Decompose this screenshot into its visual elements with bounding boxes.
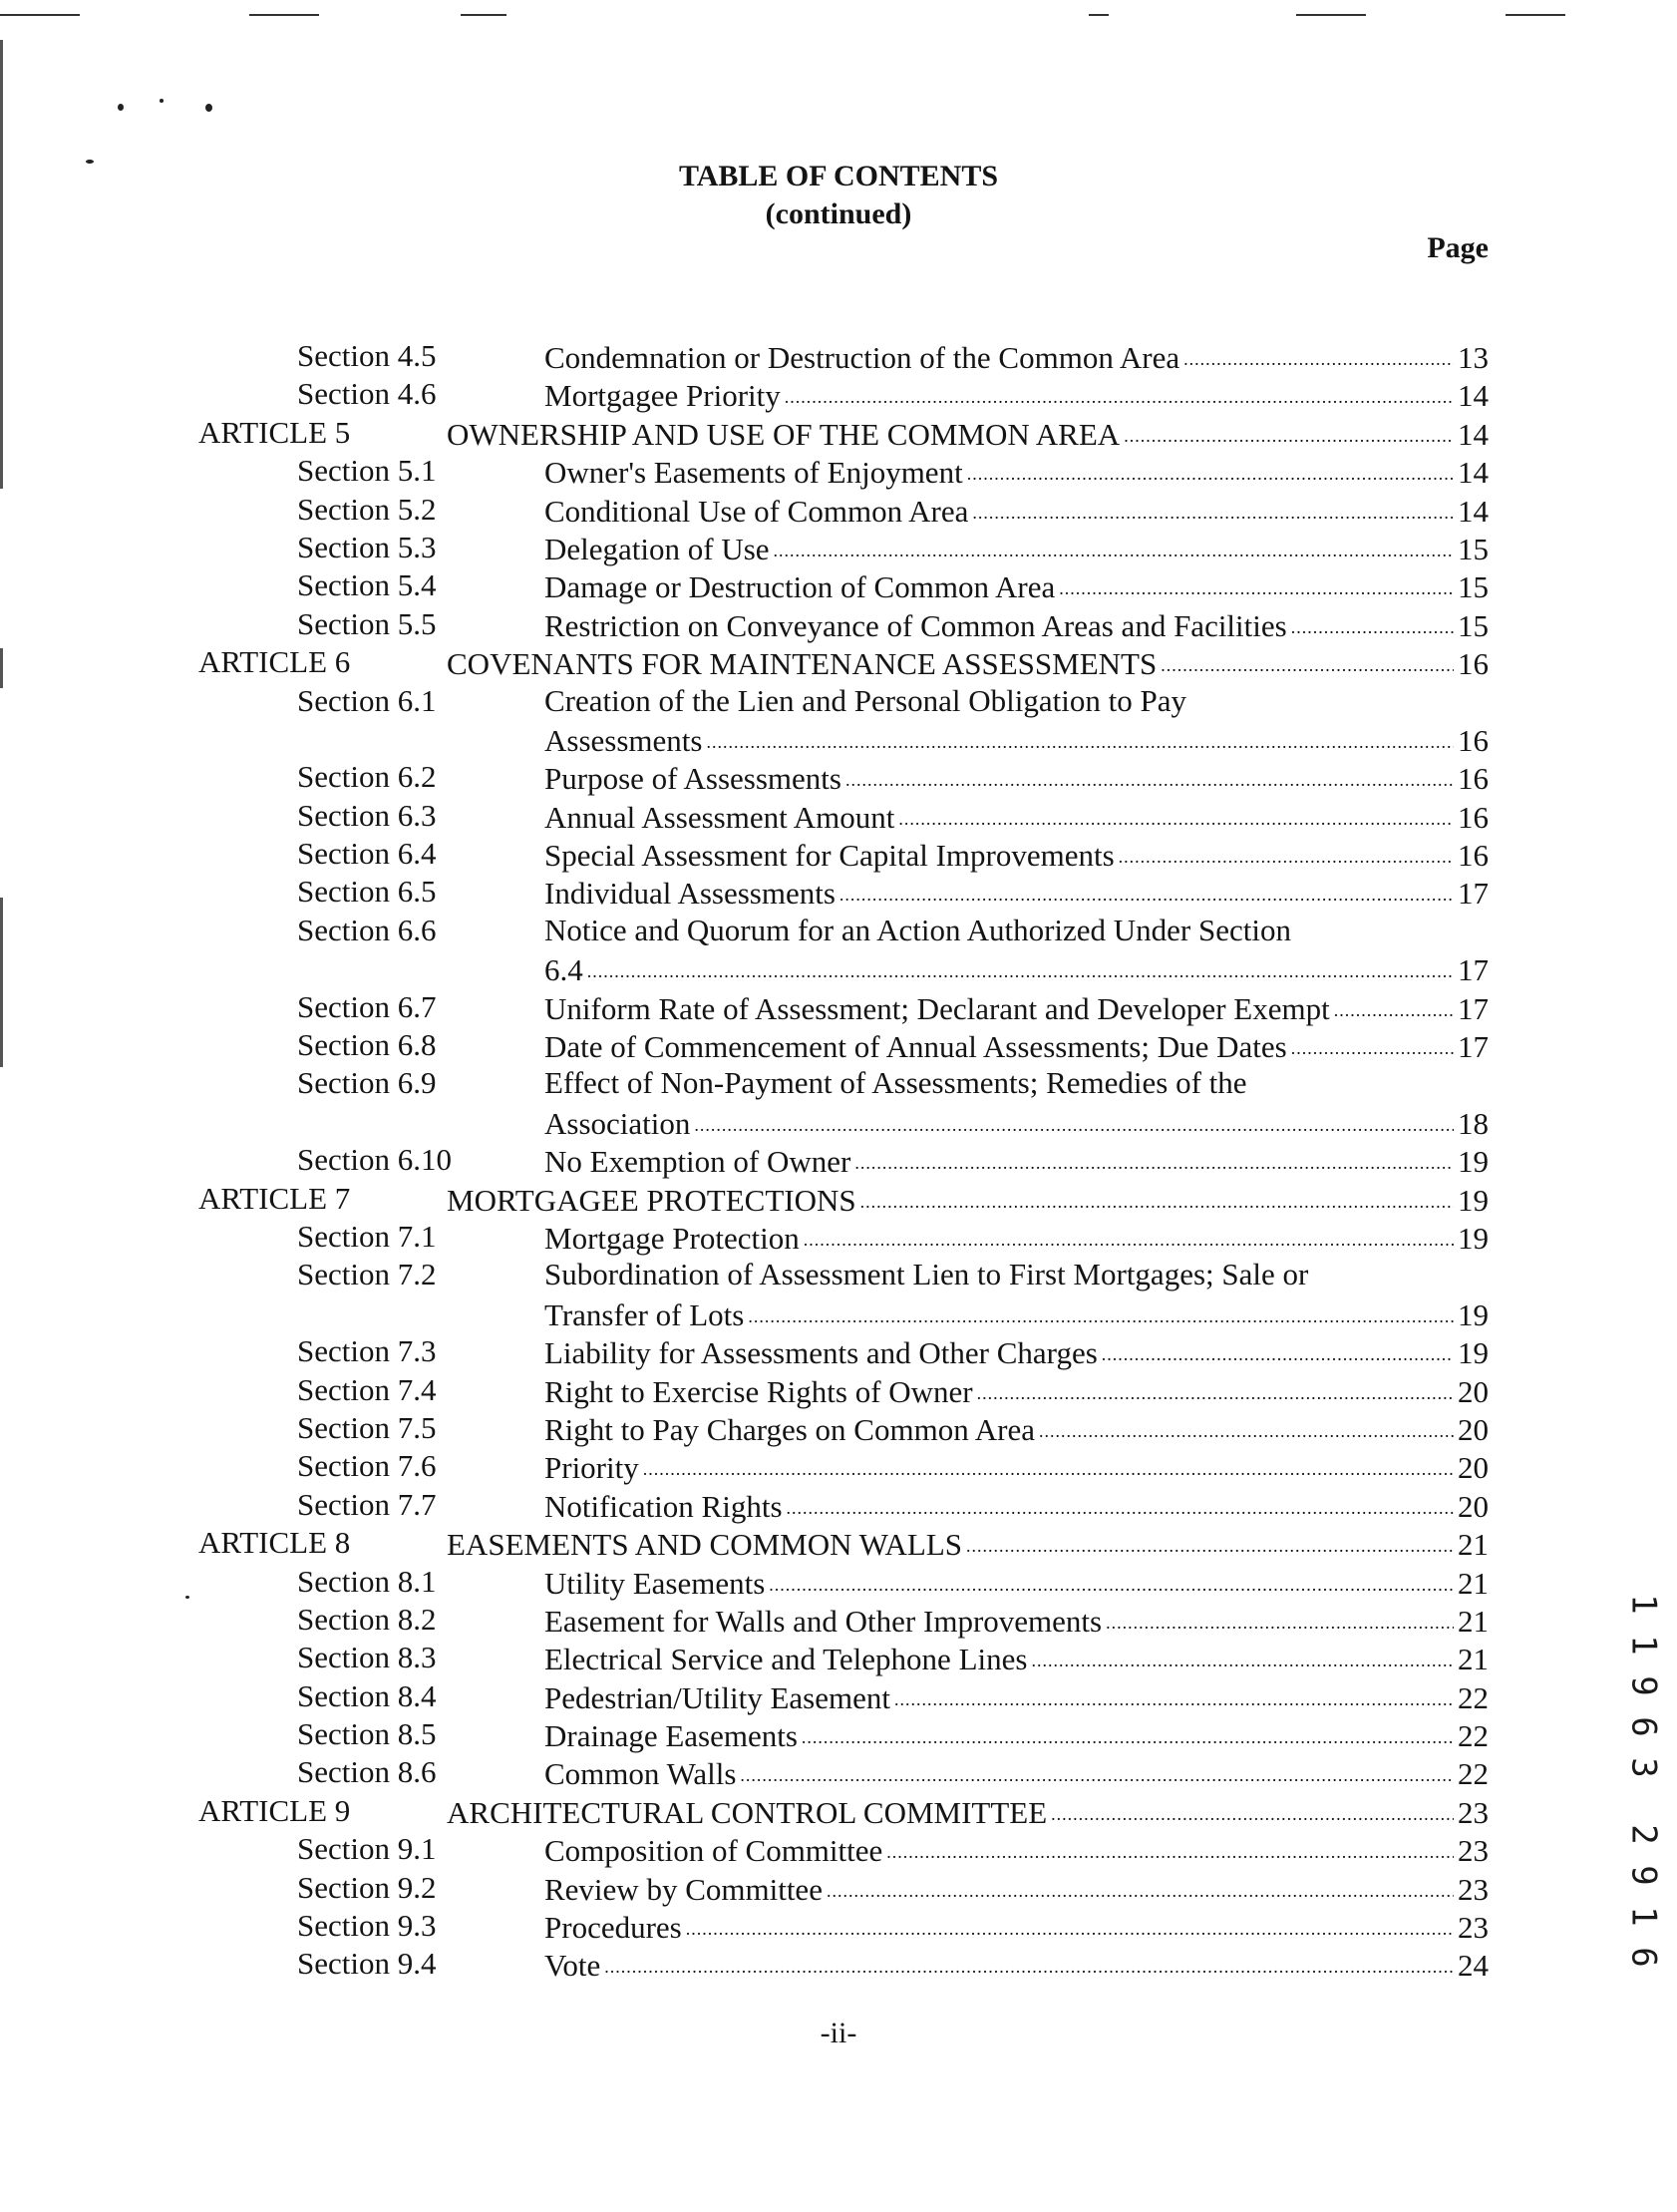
toc-article-entry (0, 1525, 1677, 1563)
toc-entry-page: 20 (1458, 1411, 1489, 1447)
toc-entry-page: 20 (1458, 1488, 1489, 1524)
toc-entry-line (544, 798, 1489, 836)
dot-leader (966, 1537, 1454, 1555)
toc-entry-line (544, 1295, 1489, 1333)
toc-entry-page: 21 (1458, 1642, 1489, 1677)
toc-entry-page: 22 (1458, 1679, 1489, 1715)
toc-entry-page: 14 (1458, 493, 1489, 529)
toc-entry-line (544, 1333, 1489, 1371)
toc-entry-page: 21 (1458, 1565, 1489, 1601)
toc-entry-line (544, 492, 1489, 530)
dot-leader (1334, 1001, 1454, 1019)
toc-entry-label: Section 4.5 (297, 338, 437, 373)
toc-entry-line (544, 530, 1489, 567)
dot-leader (894, 1690, 1454, 1708)
toc-entry-page: 23 (1458, 1871, 1489, 1907)
toc-entry-label: Section 7.2 (297, 1257, 437, 1292)
toc-entry (0, 1640, 1677, 1677)
dot-leader (694, 1116, 1454, 1134)
dot-leader (1183, 350, 1454, 368)
toc-entry-page: 24 (1458, 1948, 1489, 1984)
toc-entry-page: 14 (1458, 455, 1489, 491)
toc-entry (0, 1410, 1677, 1448)
toc-entry-label: Section 7.4 (297, 1371, 437, 1407)
toc-entry (0, 1487, 1677, 1525)
toc-entry-title: 6.4 (544, 952, 583, 988)
toc-entry-title: Mortgagee Priority (544, 378, 781, 414)
toc-entry-title: Damage or Destruction of Common Area (544, 569, 1056, 605)
toc-entry (0, 338, 1677, 376)
dot-leader (804, 1231, 1454, 1249)
toc-entry-page: 19 (1458, 1296, 1489, 1332)
toc-entry-line (544, 836, 1489, 874)
toc-entry (0, 1564, 1677, 1602)
toc-entry-label: Section 8.3 (297, 1640, 437, 1675)
toc-entry-page: 23 (1458, 1794, 1489, 1830)
scan-edge-line (0, 14, 80, 16)
toc-entry-page: 16 (1458, 761, 1489, 797)
toc-entry-label: Section 4.6 (297, 376, 437, 412)
toc-entry (0, 1333, 1677, 1371)
dot-leader (886, 1843, 1454, 1861)
dot-leader (787, 1499, 1454, 1517)
toc-entry-label: Section 8.2 (297, 1601, 437, 1637)
toc-entry (0, 874, 1677, 912)
toc-entry-line (447, 415, 1489, 453)
toc-entry-label: Section 6.4 (297, 836, 437, 872)
toc-entry-page: 16 (1458, 799, 1489, 835)
toc-entry-title: Easement for Walls and Other Improvements (544, 1603, 1103, 1639)
toc-entry-title: Liability for Assessments and Other Charges (544, 1335, 1098, 1371)
dot-leader (769, 1576, 1454, 1594)
toc-entry-title: Notification Rights (544, 1488, 783, 1524)
scan-speck (205, 104, 212, 112)
dot-leader (860, 1193, 1454, 1211)
toc-entry-title: Assessments (544, 722, 703, 758)
toc-entry-title: Delegation of Use (544, 531, 770, 566)
toc-entry-title-line1: Effect of Non-Payment of Assessments; Remedies of the (544, 1065, 1247, 1101)
toc-entry-label: Section 9.1 (297, 1831, 437, 1867)
toc-entry-title: Electrical Service and Telephone Lines (544, 1642, 1028, 1677)
toc-entry-title: No Exemption of Owner (544, 1144, 851, 1180)
toc-entry (0, 759, 1677, 797)
toc-entry-title: MORTGAGEE PROTECTIONS (447, 1182, 856, 1218)
toc-entry-line (544, 1448, 1489, 1486)
toc-article-entry (0, 644, 1677, 682)
toc-entry-page: 17 (1458, 990, 1489, 1026)
toc-entry-page: 20 (1458, 1373, 1489, 1409)
toc-entry-label: Section 6.2 (297, 759, 437, 795)
scan-edge-line (1089, 14, 1109, 16)
toc-entry-line (544, 950, 1489, 988)
toc-entry-continuation (0, 950, 1677, 988)
toc-article-entry (0, 415, 1677, 453)
toc-entry-line (544, 1564, 1489, 1602)
toc-entry-title: Special Assessment for Capital Improvements (544, 838, 1115, 874)
stamp-gap (1623, 1788, 1663, 1814)
dot-leader (802, 1728, 1454, 1746)
dot-leader (748, 1307, 1454, 1325)
page-column-label: Page (1427, 231, 1489, 264)
toc-entry (0, 453, 1677, 491)
toc-entry-title: COVENANTS FOR MAINTENANCE ASSESSMENTS (447, 646, 1158, 682)
dot-leader (1291, 618, 1454, 636)
dot-leader (1106, 1614, 1454, 1632)
toc-entry-line (544, 1602, 1489, 1640)
toc-entry-label: Section 6.9 (297, 1065, 437, 1101)
dot-leader (898, 810, 1454, 828)
scan-edge-line (461, 14, 506, 16)
dot-leader (643, 1460, 1454, 1478)
toc-entry (0, 1831, 1677, 1869)
toc-entry-label: ARTICLE 9 (198, 1792, 351, 1828)
page-number-footer: -ii- (820, 2017, 857, 2049)
toc-entry (0, 989, 1677, 1027)
toc-entry-page: 21 (1458, 1527, 1489, 1563)
toc-entry (0, 1754, 1677, 1792)
toc-entry-page: 19 (1458, 1144, 1489, 1180)
toc-entry-line (447, 1181, 1489, 1219)
toc-entry-page: 15 (1458, 607, 1489, 643)
toc-entry (0, 683, 1677, 721)
scan-edge-line (1296, 14, 1366, 16)
toc-entry (0, 1870, 1677, 1908)
toc-entry-line (544, 874, 1489, 912)
toc-entry-page: 16 (1458, 722, 1489, 758)
toc-entry-label: Section 6.8 (297, 1027, 437, 1063)
toc-entry (0, 530, 1677, 567)
dot-leader (972, 504, 1454, 522)
toc-entry (0, 1372, 1677, 1410)
toc-entry-line (544, 606, 1489, 644)
toc-entry-line (544, 1487, 1489, 1525)
toc-entry-title: Condemnation or Destruction of the Common Area (544, 340, 1180, 375)
toc-entry (0, 492, 1677, 530)
scan-edge-line (1506, 14, 1565, 16)
toc-entry-label: Section 8.4 (297, 1677, 437, 1713)
dot-leader (1051, 1805, 1454, 1823)
toc-entry-label: ARTICLE 6 (198, 644, 351, 680)
toc-entry-title-line1: Notice and Quorum for an Action Authorized Under Section (544, 912, 1291, 947)
toc-entry-title: Purpose of Assessments (544, 761, 841, 797)
toc-entry-title: Procedures (544, 1910, 682, 1946)
dot-leader (1031, 1652, 1454, 1669)
toc-entry-line (544, 1104, 1489, 1142)
toc-entry-title: Conditional Use of Common Area (544, 493, 969, 529)
toc-entry-line (544, 1754, 1489, 1792)
dot-leader (706, 733, 1454, 751)
toc-entry-title: Right to Exercise Rights of Owner (544, 1373, 973, 1409)
toc-entry-page: 22 (1458, 1756, 1489, 1792)
toc-entry-label: Section 7.5 (297, 1409, 437, 1445)
toc-entry-line (544, 567, 1489, 605)
toc-entry (0, 1065, 1677, 1103)
scan-edge-line (249, 14, 319, 16)
toc-entry-title: ARCHITECTURAL CONTROL COMMITTEE (447, 1794, 1048, 1830)
toc-entry-continuation (0, 1104, 1677, 1142)
toc-entry-page: 22 (1458, 1718, 1489, 1754)
dot-leader (854, 1154, 1454, 1172)
toc-entry-page: 21 (1458, 1603, 1489, 1639)
stamp-digit: 6 (1623, 1716, 1664, 1737)
toc-entry-title: Individual Assessments (544, 876, 836, 912)
toc-entry-label: Section 7.1 (297, 1218, 437, 1254)
toc-entry (0, 1219, 1677, 1257)
dot-leader (1161, 656, 1454, 674)
dot-leader (845, 771, 1454, 789)
dot-leader (740, 1766, 1454, 1784)
dot-leader (1039, 1422, 1454, 1440)
stamp-digit: 6 (1623, 1947, 1664, 1968)
toc-entry-line (544, 1410, 1489, 1448)
toc-entry-line (447, 644, 1489, 682)
table-of-contents (0, 338, 1677, 1985)
toc-entry-title: Mortgage Protection (544, 1220, 800, 1256)
toc-entry-title: Vote (544, 1948, 601, 1984)
toc-entry (0, 1602, 1677, 1640)
dot-leader (977, 1384, 1454, 1402)
toc-entry-page: 13 (1458, 340, 1489, 375)
toc-entry-title: OWNERSHIP AND USE OF THE COMMON AREA (447, 416, 1121, 452)
toc-entry-label: Section 8.6 (297, 1754, 437, 1790)
toc-entry (0, 1257, 1677, 1294)
toc-entry-label: Section 5.5 (297, 605, 437, 641)
toc-entry-line (447, 1793, 1489, 1831)
stamp-digit: 9 (1623, 1675, 1664, 1696)
toc-entry-page: 14 (1458, 416, 1489, 452)
toc-entry-page: 23 (1458, 1910, 1489, 1946)
toc-entry-label: Section 6.3 (297, 797, 437, 833)
toc-entry (0, 1908, 1677, 1946)
toc-entry-line (544, 1640, 1489, 1677)
toc-entry-page: 23 (1458, 1833, 1489, 1869)
stamp-digit: 1 (1623, 1635, 1664, 1656)
dot-leader (686, 1920, 1454, 1938)
toc-entry-title: Review by Committee (544, 1871, 823, 1907)
toc-entry-page: 15 (1458, 569, 1489, 605)
toc-heading: TABLE OF CONTENTS (678, 160, 999, 192)
dot-leader (1059, 579, 1454, 597)
toc-entry (0, 1027, 1677, 1065)
toc-entry-title: Right to Pay Charges on Common Area (544, 1411, 1035, 1447)
dot-leader (604, 1958, 1454, 1976)
toc-entry (0, 1678, 1677, 1716)
toc-entry-title-line1: Subordination of Assessment Lien to First Mortgages; Sale or (544, 1257, 1309, 1292)
stamp-digit: 3 (1623, 1757, 1664, 1778)
toc-entry-label: Section 8.1 (297, 1563, 437, 1599)
toc-entry-label: Section 5.2 (297, 491, 437, 527)
dot-leader (967, 465, 1454, 483)
dot-leader (1102, 1345, 1454, 1363)
scan-speck (160, 99, 164, 103)
toc-entry-title: Transfer of Lots (544, 1296, 745, 1332)
toc-entry-label: Section 5.4 (297, 567, 437, 603)
dot-leader (827, 1882, 1454, 1900)
toc-entry-label: Section 8.5 (297, 1716, 437, 1752)
toc-entry-page: 19 (1458, 1182, 1489, 1218)
document-title (0, 158, 1677, 233)
toc-entry-page: 19 (1458, 1335, 1489, 1371)
stamp-digit: 9 (1623, 1865, 1664, 1886)
toc-entry-title: Priority (544, 1450, 639, 1486)
toc-entry-title-line1: Creation of the Lien and Personal Obligation to Pay (544, 682, 1186, 718)
toc-entry (0, 1946, 1677, 1984)
toc-entry-page: 14 (1458, 378, 1489, 414)
toc-entry-label: Section 6.5 (297, 874, 437, 910)
toc-entry-line (544, 1870, 1489, 1908)
toc-entry-line (544, 721, 1489, 759)
toc-entry (0, 913, 1677, 950)
toc-entry-page: 17 (1458, 952, 1489, 988)
toc-entry (0, 836, 1677, 874)
toc-entry-line (544, 1142, 1489, 1180)
toc-entry-label: Section 9.3 (297, 1908, 437, 1944)
toc-entry-page: 17 (1458, 876, 1489, 912)
toc-entry-page: 19 (1458, 1220, 1489, 1256)
toc-entry-page: 15 (1458, 531, 1489, 566)
dot-leader (587, 962, 1454, 980)
toc-entry-title: EASEMENTS AND COMMON WALLS (447, 1527, 962, 1563)
toc-entry-line (544, 1716, 1489, 1754)
toc-entry-label: ARTICLE 5 (198, 414, 351, 450)
toc-entry-label: Section 7.6 (297, 1448, 437, 1484)
toc-entry (0, 376, 1677, 414)
toc-entry-label: Section 6.6 (297, 912, 437, 947)
toc-entry-label: Section 9.4 (297, 1946, 437, 1982)
toc-entry-label: Section 5.3 (297, 529, 437, 564)
toc-entry-title: Drainage Easements (544, 1718, 798, 1754)
toc-entry-line (544, 989, 1489, 1027)
toc-entry-line (544, 1372, 1489, 1410)
toc-entry (0, 606, 1677, 644)
toc-entry-continuation (0, 1295, 1677, 1333)
toc-entry-title: Association (544, 1105, 691, 1141)
toc-entry-page: 18 (1458, 1105, 1489, 1141)
toc-entry-title: Date of Commencement of Annual Assessments; Due Dates (544, 1029, 1287, 1065)
dot-leader (1119, 848, 1454, 866)
dot-leader (1291, 1039, 1454, 1057)
toc-entry (0, 798, 1677, 836)
toc-entry-label: Section 7.7 (297, 1486, 437, 1522)
toc-entry-title: Owner's Easements of Enjoyment (544, 455, 963, 491)
toc-entry-label: Section 6.10 (297, 1142, 452, 1178)
toc-entry (0, 567, 1677, 605)
toc-entry-title: Utility Easements (544, 1565, 766, 1601)
toc-entry-label: Section 5.1 (297, 453, 437, 489)
stamp-digit: 1 (1623, 1906, 1664, 1927)
toc-entry-title: Annual Assessment Amount (544, 799, 895, 835)
dot-leader (839, 886, 1454, 904)
toc-entry-line (544, 759, 1489, 797)
toc-entry-title: Pedestrian/Utility Easement (544, 1679, 890, 1715)
toc-entry (0, 1142, 1677, 1180)
toc-entry-line (544, 1831, 1489, 1869)
toc-article-entry (0, 1793, 1677, 1831)
toc-entry-label: Section 9.2 (297, 1869, 437, 1905)
stamp-digit: 1 (1623, 1594, 1664, 1615)
toc-entry-label: ARTICLE 7 (198, 1180, 351, 1216)
margin-stamp-number (1623, 1584, 1663, 1978)
toc-article-entry (0, 1181, 1677, 1219)
dot-leader (774, 542, 1454, 559)
toc-entry-title: Common Walls (544, 1756, 737, 1792)
toc-entry-line (544, 453, 1489, 491)
toc-entry-page: 16 (1458, 646, 1489, 682)
toc-entry-line (544, 1678, 1489, 1716)
scan-speck (118, 104, 124, 111)
toc-entry-line (544, 338, 1489, 376)
toc-entry-line (544, 1946, 1489, 1984)
toc-entry-label: Section 6.1 (297, 682, 437, 718)
toc-entry-label: ARTICLE 8 (198, 1525, 351, 1561)
toc-subheading: (continued) (765, 197, 912, 230)
toc-entry-page: 16 (1458, 838, 1489, 874)
toc-entry-label: Section 6.7 (297, 988, 437, 1024)
dot-leader (1124, 427, 1454, 445)
toc-entry (0, 1716, 1677, 1754)
toc-entry (0, 1448, 1677, 1486)
toc-entry-line (544, 1219, 1489, 1257)
toc-entry-title: Uniform Rate of Assessment; Declarant and Developer Exempt (544, 990, 1330, 1026)
toc-entry-line (544, 1027, 1489, 1065)
toc-entry-line (544, 376, 1489, 414)
stamp-digit: 2 (1623, 1824, 1664, 1845)
toc-entry-line (544, 1908, 1489, 1946)
toc-entry-title: Composition of Committee (544, 1833, 883, 1869)
toc-entry-title: Restriction on Conveyance of Common Areas and Facilities (544, 607, 1287, 643)
toc-entry-page: 17 (1458, 1029, 1489, 1065)
toc-entry-continuation (0, 721, 1677, 759)
toc-entry-line (447, 1525, 1489, 1563)
toc-entry-label: Section 7.3 (297, 1333, 437, 1369)
dot-leader (785, 388, 1454, 406)
toc-entry-page: 20 (1458, 1450, 1489, 1486)
